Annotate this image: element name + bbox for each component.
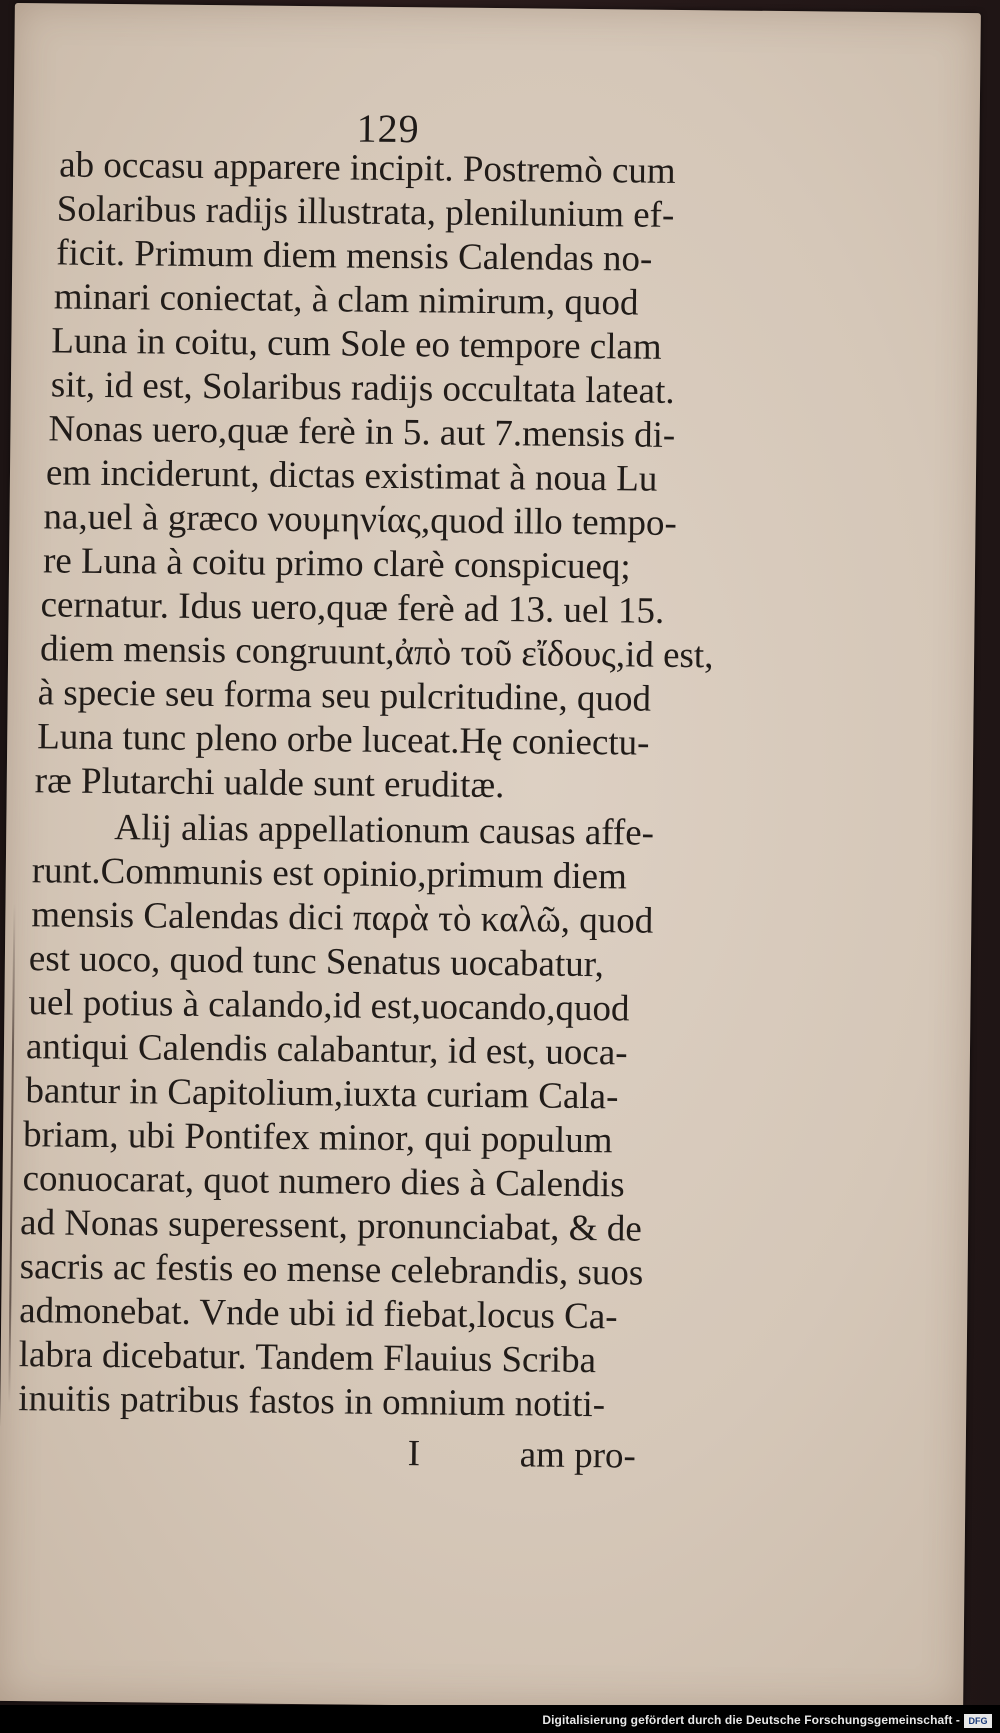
text-line: sacris ac festis eo mense celebrandis, suos [19,1246,644,1294]
text-line: est uoco, quod tunc Senatus uocabatur, [28,938,605,986]
text-line: Solaribus radijs illustrata, plenilunium ef- [56,188,675,236]
catchword: am pro- [519,1434,637,1477]
text-line: bantur in Capitolium,iuxta curiam Cala- [25,1070,619,1118]
text-line: re Luna à coitu primo clarè conspicueq; [42,540,631,588]
text-line: Nonas uero,quæ ferè in 5. aut 7.mensis di- [48,408,676,456]
text-line: Luna in coitu, cum Sole eo tempore clam [51,320,662,368]
text-line: admonebat. Vnde ubi id fiebat,locus Ca- [19,1290,618,1338]
credit-bar [0,1705,1000,1733]
text-line: mensis Calendas dici παρὰ τὸ καλῶ, quod [31,894,654,942]
text-line: Luna tunc pleno orbe luceat.Hę coniectu- [37,716,650,764]
text-line: minari coniectat, à clam nimirum, quod [53,276,639,324]
text-line: sit, id est, Solaribus radijs occultata lateat. [50,364,675,412]
text-line: runt.Communis est opinio,primum diem [31,850,628,898]
text-line: ficit. Primum diem mensis Calendas no- [56,232,653,280]
text-line: Alij alias appellationum causas affe- [114,807,655,854]
text-line: diem mensis congruunt,ἀπὸ τοῦ εἴδους,id est, [39,628,714,677]
text-line: ad Nonas superessent, pronunciabat, & de [19,1202,642,1250]
book-page [0,3,981,1711]
margin-shadow [8,903,15,1403]
text-line: briam, ubi Pontifex minor, qui populum [22,1114,613,1162]
credit-text: Digitalisierung gefördert durch die Deutsche Forschungsgemeinschaft - [542,1713,960,1727]
text-line: labra dicebatur. Tandem Flauius Scriba [18,1334,597,1382]
text-line: ræ Plutarchi ualde sunt eruditæ. [34,760,505,807]
text-line: antiqui Calendis calabantur, id est, uoca- [25,1026,628,1074]
dfg-logo: DFG [964,1714,992,1728]
signature-mark: I [407,1433,421,1475]
text-line: em inciderunt, dictas existimat à noua Lu [45,452,658,500]
text-line: inuitis patribus fastos in omnium notiti- [18,1378,606,1426]
text-line: uel potius à calando,id est,uocando,quod [28,982,630,1030]
text-line: na,uel à græco νουμηνίας,quod illo tempo- [43,496,678,544]
text-line: conuocarat, quot numero dies à Calendis [22,1158,625,1206]
text-line: ab occasu apparere incipit. Postremò cum [59,144,676,192]
text-line: cernatur. Idus uero,quæ ferè ad 13. uel 15. [40,584,665,632]
page-number: 129 [356,105,420,152]
text-line: à specie seu forma seu pulcritudine, quod [37,672,652,720]
